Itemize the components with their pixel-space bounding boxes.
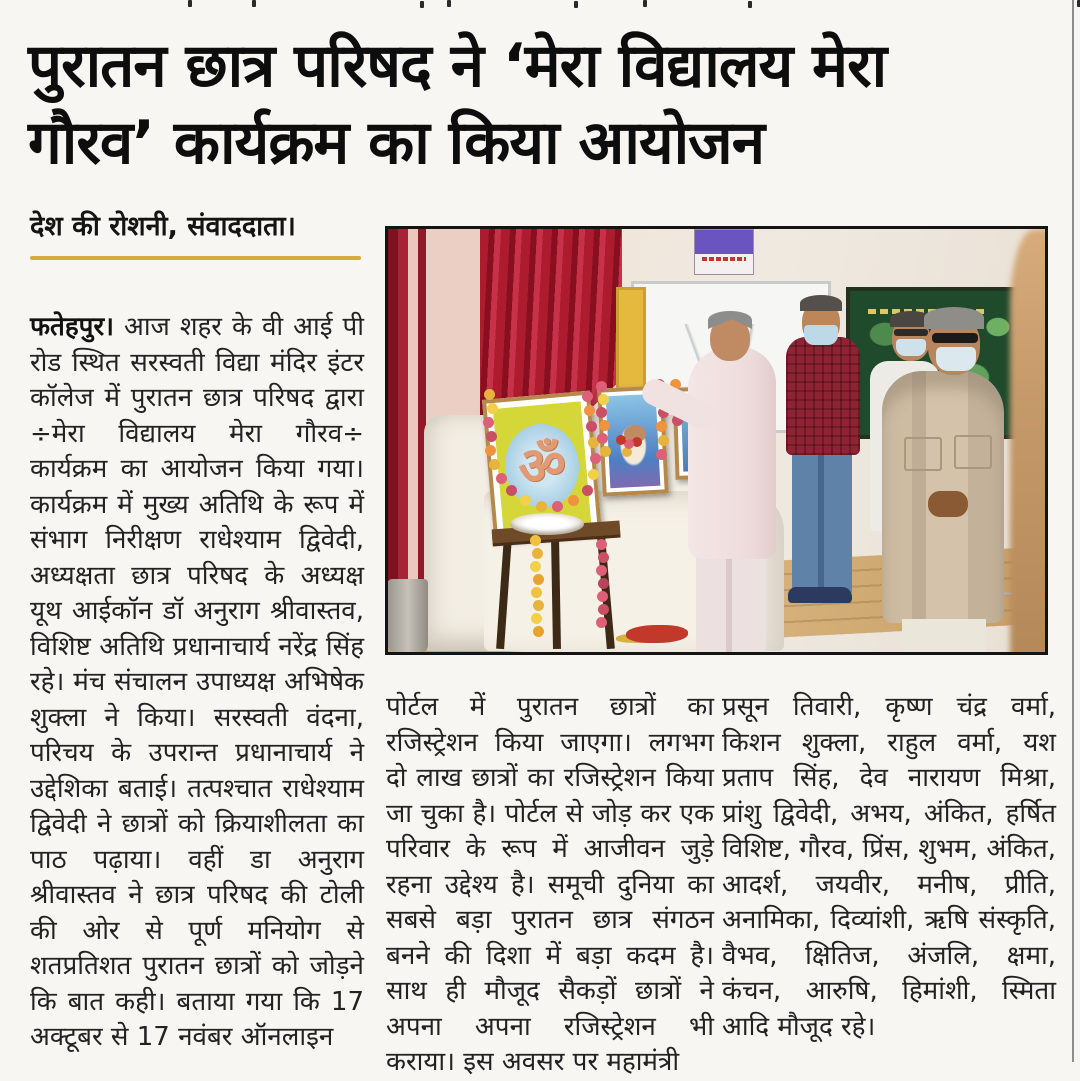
face-mask	[804, 325, 838, 345]
yellow-garland	[530, 535, 541, 546]
flower-garland	[484, 389, 495, 400]
om-picture	[493, 401, 591, 530]
sunglasses	[932, 333, 978, 343]
article-column-right: प्रसून तिवारी, कृष्ण चंद्र वर्मा, किशन शुक्ला, राहुल वर्मा, यश प्रताप सिंह, देव नारायण मिश्रा, प्रांशु द्विवेदी, अभय, अंकित, हर्षित विशिष्ट, गौरव, प्रिंस, शुभम, अंकित, आदर्श, जयवीर, मनीष, प्रीति, अनामिका, दिव्यांशी, ऋषि संस्कृति, वैभव, क्षितिज, अंजलि, क्षमा, कंचन, आरुषि, हिमांशी, स्मिता आदि मौजूद रहे।	[722, 692, 1056, 1042]
blurred-foreground-object	[1010, 229, 1048, 655]
kurta-pocket	[904, 437, 942, 471]
red-cloth-on-floor	[626, 625, 688, 643]
pink-garland	[596, 539, 607, 550]
puja-plate	[510, 513, 584, 535]
article-column-middle: पोर्टल में पुरातन छात्रों का रजिस्ट्रेशन किया जाएगा। लगभग दो लाख छात्रों का रजिस्ट्रेशन किया जा चुका है। पोर्टल से जोड़ कर एक परिवार के रूप में आजीवन जुड़े रहना उद्देश्य है। समूची दुनिया का सबसे बड़ा पुरातन छात्र संगठन बनने की दिशा में बड़ा कदम है। साथ ही मौजूद सैकड़ों छात्रों ने अपना अपना रजिस्ट्रेशन भी कराया। इस अवसर पर महामंत्री	[386, 692, 714, 1077]
flower-garland	[596, 381, 607, 392]
kurta-pocket	[954, 435, 992, 469]
om-circle	[501, 421, 582, 511]
cropped-text-fragments	[188, 0, 192, 7]
article-left-text: आज शहर के वी आई पी रोड स्थित सरस्वती विद्या मंदिर इंटर कॉलेज में पुरातन छात्र परिषद द्वारा ÷मेरा विद्यालय मेरा गौरव÷ कार्यक्रम का आयोजन किया गया। कार्यक्रम में मुख्य अतिथि के रूप में संभाग निरीक्षण राधेश्याम द्विवेदी, अध्यक्षता छात्र परिषद के अध्यक्ष यूथ आईकॉन डॉ अनुराग श्रीवास्तव, विशिष्ट अतिथि प्रधानाचार्य नरेंद्र सिंह रहे। मंच संचालन उपाध्यक्ष अभिषेक शुक्ला ने किया। सरस्वती वंदना, परिचय के उपरान्त प्रधानाचार्य ने उद्देशिका बताई। तत्पश्चात राधेश्याम द्विवेदी ने छात्रों को क्रियाशीलता का पाठ पढ़ाया। वहीं डा अनुराग श्रीवास्तव ने छात्र परिषद की टोली की ओर से पूर्ण मनियोग से शतप्रतिशत पुरातन छात्रों को जोड़ने कि बात कही। बताया गया कि 17 अक्टूबर से 17 नवंबर ऑनलाइन	[30, 312, 364, 1052]
byline: देश की रोशनी, संवाददाता।	[30, 211, 296, 242]
wall-banner	[694, 229, 754, 275]
garland-in-hand	[616, 435, 626, 445]
steel-bin	[388, 579, 428, 653]
face-mask	[936, 347, 976, 371]
man-plaid-hair	[800, 295, 842, 311]
wooden-stool-legs	[498, 537, 614, 649]
face-mask	[896, 339, 926, 356]
spectacles	[894, 329, 928, 336]
headline: पुरातन छात्र परिषद ने ‘मेरा विद्यालय मेरा गौरव’ कार्यक्रम का किया आयोजन	[28, 31, 887, 178]
column-divider-line	[1072, 0, 1074, 1062]
news-photo	[385, 226, 1048, 655]
article-column-left	[30, 310, 364, 1056]
man-plaid-shoes	[788, 587, 852, 603]
om-symbol: ॐ	[515, 434, 569, 498]
man-khaki-hands	[928, 491, 968, 517]
man-plaid-jeans	[792, 455, 852, 593]
man-plaid-shirt	[786, 337, 860, 455]
man-white-kurta	[688, 347, 776, 559]
man-khaki-pajama	[902, 619, 986, 655]
byline-rule	[30, 256, 361, 260]
man-kurta-legs	[696, 557, 766, 653]
dateline: फतेहपुर।	[30, 312, 114, 342]
man-khaki-hair	[924, 307, 984, 329]
man-kurta-hand	[624, 425, 646, 443]
